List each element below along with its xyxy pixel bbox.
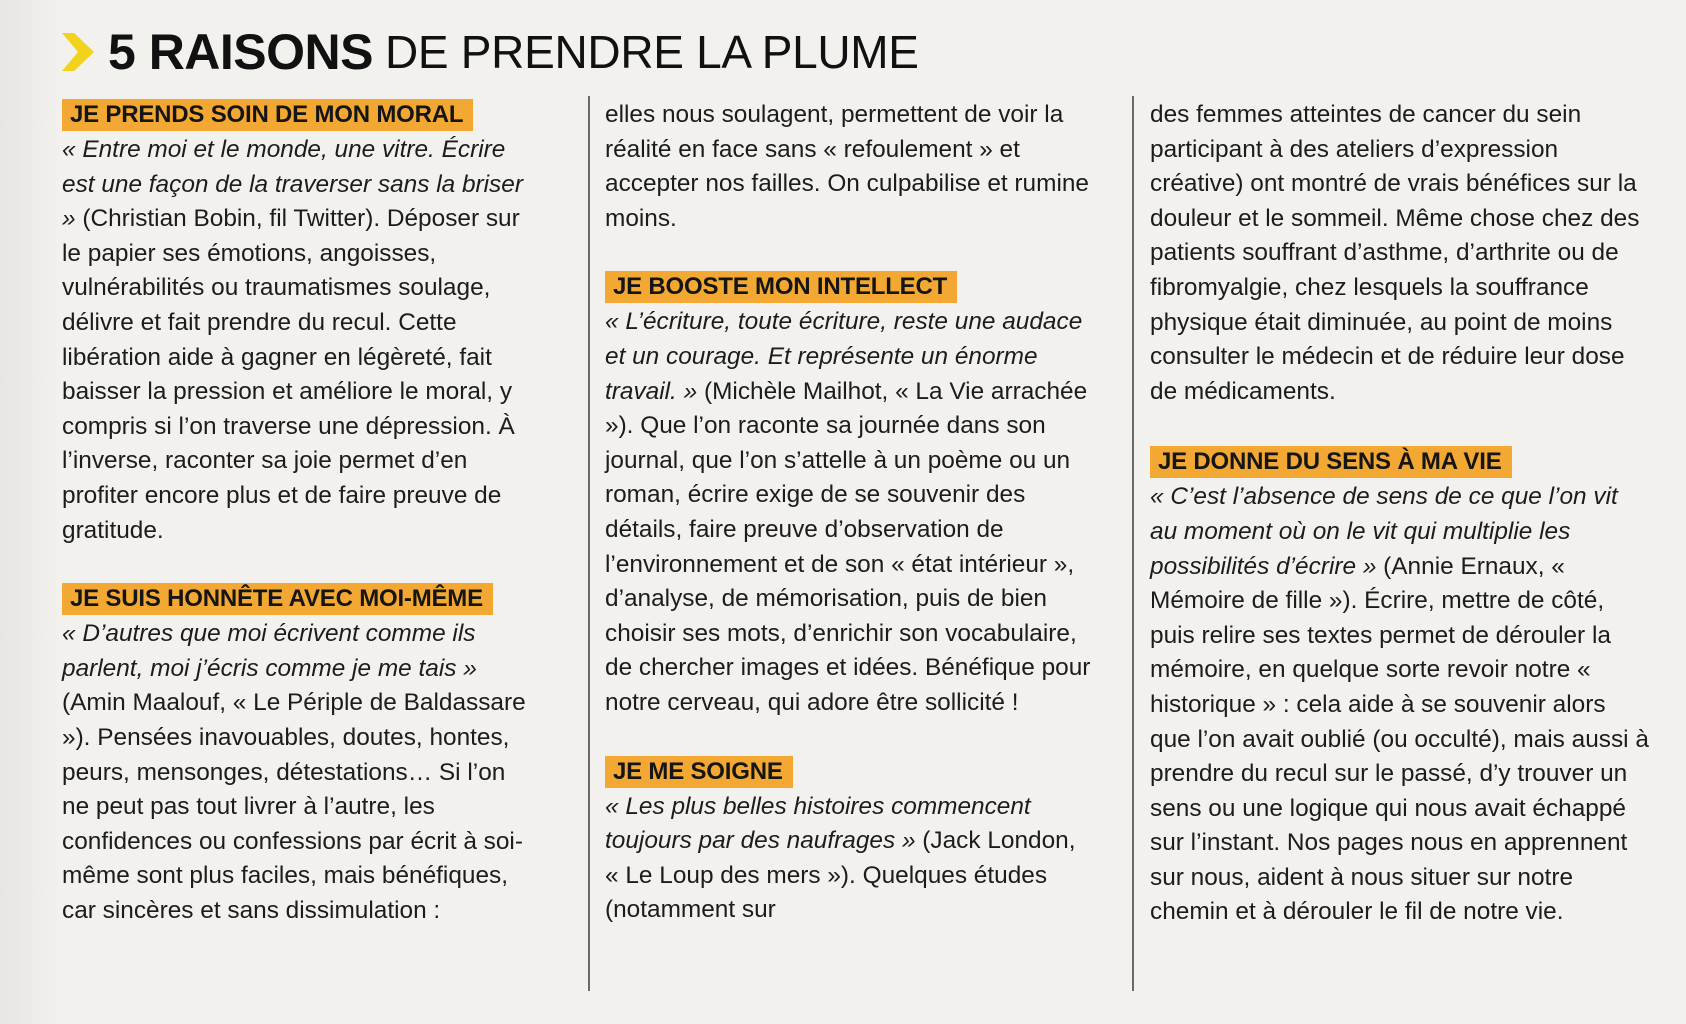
section-text — [1150, 480, 1650, 930]
section-intellect — [605, 270, 1095, 720]
section-title: JE BOOSTE MON INTELLECT — [605, 271, 957, 303]
section-text — [62, 617, 537, 928]
column-rule — [588, 96, 590, 991]
page-edge-shadow — [0, 0, 60, 1024]
section-quote: « L’écriture, toute écriture, reste une audace et un courage. Et représente un énorme travail. » — [605, 308, 1083, 405]
section-title: JE SUIS HONNÊTE AVEC MOI-MÊME — [62, 583, 493, 615]
section-quote: « D’autres que moi écrivent comme ils parlent, moi j’écris comme je me tais » — [62, 620, 477, 682]
section-quote: « Les plus belles histoires commencent toujours par des naufrages » — [605, 792, 1031, 855]
section-quote: « C’est l’absence de sens de ce que l’on vit au moment où on le vit qui multiplie les possibilités d’écrire » — [1150, 483, 1618, 580]
section-body: (Annie Ernaux, « Mémoire de fille »). Écrire, mettre de côté, puis relire ses textes permet de dérouler la mémoire, en quelque sorte revoir notre « historique » : cela aide à se souvenir alors que l’on avait oublié (ou occulté), mais aussi à prendre du recul sur le passé, d’y trouver un sens ou une logique qui nous avait échappé sur l’instant. Nos pages nous en apprennent sur nous, aident à nous situer sur notre chemin et à dérouler le fil de notre vie. — [1150, 552, 1649, 926]
section-body: (Amin Maalouf, « Le Périple de Baldassare »). Pensées inavouables, doutes, hontes, peurs, mensonges, détestations… Si l’on ne peut pas tout livrer à l’autre, les confidences ou confessions par écrit à soi-même sont plus faciles, mais bénéfiques, car sincères et sans dissimulation : — [62, 689, 526, 924]
section-title: JE DONNE DU SENS À MA VIE — [1150, 446, 1512, 478]
section-text — [605, 790, 1095, 928]
section-continued: des femmes atteintes de cancer du sein participant à des ateliers d’expression créative) ont montré de vrais bénéfices sur la douleur et le sommeil. Même chose chez des patients souffrant d’asthme, d’arthrite ou de fibromyalgie, chez lesquels la souffrance physique était diminuée, au point de moins consulter le médecin et de réduire leur dose de médicaments. — [1150, 101, 1640, 405]
section-body: (Michèle Mailhot, « La Vie arrachée »). Que l’on raconte sa journée dans son journal, que l’on s’attelle à un poème ou un roman, écrire exige de se souvenir des détails, faire preuve d’observation de l’environnement et de son « état intérieur », d’analyse, de mémorisation, puis de bien choisir ses mots, d’enrichir son vocabulaire, de chercher images et idées. Bénéfique pour notre cerveau, qui adore être sollicité ! — [605, 377, 1091, 716]
column-2 — [605, 98, 1095, 928]
headline-rest: DE PRENDRE LA PLUME — [385, 26, 919, 78]
section-text — [605, 305, 1095, 720]
column-rule — [1132, 96, 1134, 991]
section-title: JE ME SOIGNE — [605, 756, 793, 788]
section-text — [62, 133, 537, 548]
section-sens — [1150, 445, 1650, 930]
headline — [58, 22, 919, 82]
section-moral — [62, 98, 537, 548]
section-title: JE PRENDS SOIN DE MON MORAL — [62, 99, 473, 131]
section-body: (Jack London, « Le Loup des mers »). Quelques études (notamment sur — [605, 827, 1076, 924]
column-1 — [62, 98, 537, 928]
section-quote: « Entre moi et le monde, une vitre. Écrire est une façon de la traverser sans la briser » — [62, 136, 523, 233]
section-continued: elles nous soulagent, permettent de voir la réalité en face sans « refoulement » et accepter nos failles. On culpabilise et rumine moins. — [605, 101, 1089, 232]
headline-bold: 5 RAISONS — [108, 24, 374, 80]
section-honnete — [62, 582, 537, 928]
arrow-right-icon — [58, 23, 98, 81]
column-3 — [1150, 98, 1650, 930]
section-soigne — [605, 755, 1095, 928]
section-body: (Christian Bobin, fil Twitter). Déposer sur le papier ses émotions, angoisses, vulnérabilités ou traumatismes soulage, délivre et fait prendre du recul. Cette libération aide à gagner en légèreté, fait baisser la pression et améliore le moral, y compris si l’on traverse une dépression. À l’inverse, raconter sa joie permet d’en profiter encore plus et de faire preuve de gratitude. — [62, 205, 520, 544]
